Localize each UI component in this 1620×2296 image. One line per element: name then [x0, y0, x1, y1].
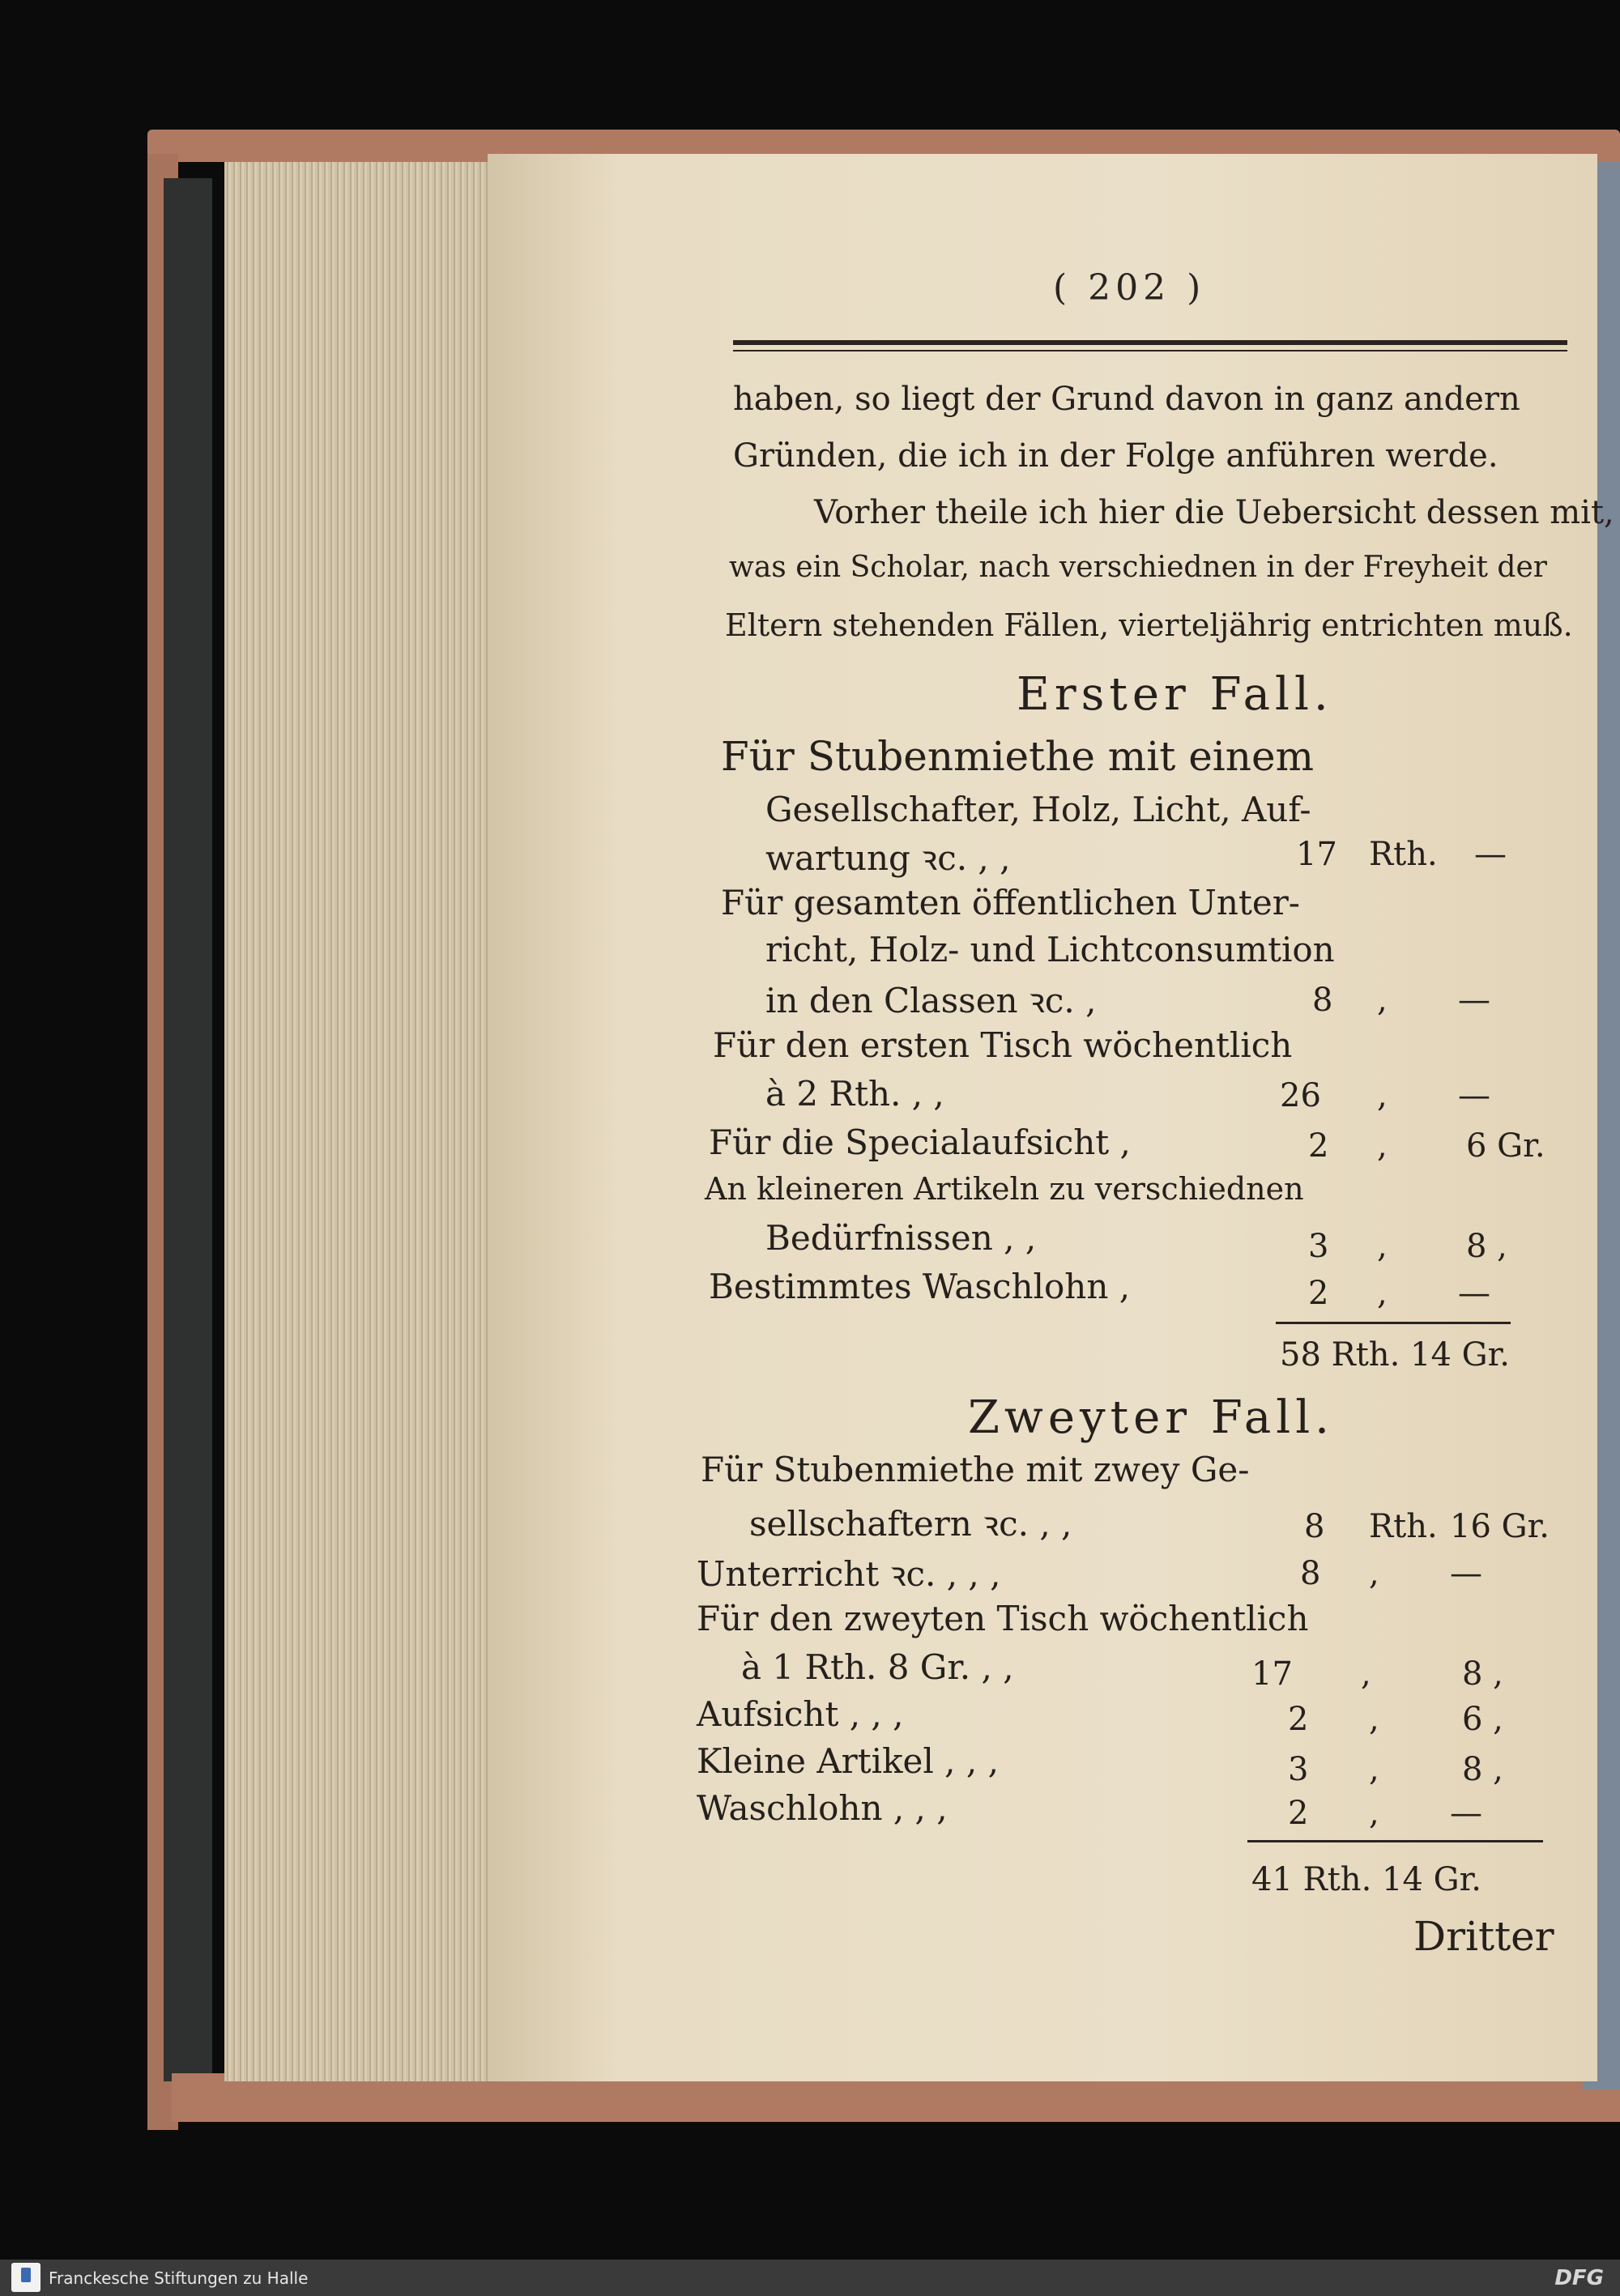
- entry-line: Für den ersten Tisch wöchentlich: [713, 1025, 1293, 1065]
- amount-groschen: 8 ,: [1462, 1655, 1503, 1693]
- entry-line: wartung ꝛc. , ,: [765, 838, 1011, 878]
- intro-line: Gründen, die ich in der Folge anführen werde.: [733, 437, 1498, 475]
- institution-name: Franckesche Stiftungen zu Halle: [49, 2268, 309, 2288]
- amount-unit: ,: [1377, 982, 1388, 1019]
- amount-groschen: 8 ,: [1462, 1751, 1503, 1788]
- amount-value: 26: [1280, 1077, 1321, 1114]
- amount-unit: ,: [1369, 1795, 1379, 1832]
- amount-groschen: —: [1474, 836, 1507, 873]
- entry-line: Aufsicht , , ,: [697, 1694, 904, 1734]
- header-rule: [733, 340, 1567, 345]
- entry-line: Kleine Artikel , , ,: [697, 1741, 999, 1781]
- amount-value: 17: [1251, 1655, 1293, 1693]
- amount-groschen: 6 Gr.: [1466, 1127, 1545, 1165]
- amount-value: 3: [1308, 1228, 1329, 1265]
- amount-value: 2: [1288, 1701, 1309, 1738]
- amount-groschen: —: [1458, 1275, 1490, 1312]
- header-rule-thin: [733, 350, 1567, 351]
- amount-groschen: —: [1458, 982, 1490, 1019]
- intro-line: Vorher theile ich hier die Uebersicht dessen mit,: [814, 494, 1614, 531]
- entry-line: in den Classen ꝛc. ,: [765, 981, 1097, 1020]
- entry-line: à 1 Rth. 8 Gr. , ,: [741, 1647, 1014, 1687]
- entry-line: Gesellschafter, Holz, Licht, Auf-: [765, 790, 1311, 829]
- amount-groschen: —: [1450, 1795, 1482, 1832]
- amount-unit: ,: [1369, 1555, 1379, 1592]
- intro-line: Eltern stehenden Fällen, vierteljährig entrichten muß.: [725, 607, 1573, 643]
- sum-rule: [1247, 1840, 1543, 1842]
- amount-value: 8: [1312, 982, 1333, 1019]
- amount-value: 8: [1300, 1555, 1321, 1592]
- entry-line: richt, Holz- und Lichtconsumtion: [765, 930, 1335, 969]
- entry-line: à 2 Rth. , ,: [765, 1074, 944, 1114]
- entry-line: Für die Specialaufsicht ,: [709, 1122, 1131, 1162]
- entry-line: An kleineren Artikeln zu verschiednen: [705, 1171, 1304, 1207]
- page-number: ( 202 ): [1053, 267, 1206, 309]
- amount-unit: ,: [1361, 1655, 1371, 1693]
- amount-groschen: 16 Gr.: [1450, 1508, 1550, 1545]
- amount-unit: ,: [1377, 1127, 1388, 1165]
- amount-value: 17: [1296, 836, 1337, 873]
- amount-value: 3: [1288, 1751, 1309, 1788]
- case-total: 58 Rth. 14 Gr.: [1280, 1336, 1511, 1374]
- sum-rule: [1276, 1322, 1511, 1324]
- case-heading: Erster Fall.: [1017, 668, 1333, 721]
- case-heading: Zweyter Fall.: [968, 1391, 1334, 1444]
- amount-unit: ,: [1369, 1701, 1379, 1738]
- amount-groschen: 6 ,: [1462, 1701, 1503, 1738]
- entry-line: Unterricht ꝛc. , , ,: [697, 1554, 1001, 1594]
- amount-unit: Rth.: [1369, 1508, 1438, 1545]
- case-total: 41 Rth. 14 Gr.: [1251, 1861, 1482, 1898]
- intro-line: was ein Scholar, nach verschiednen in der Freyheit der: [729, 551, 1547, 584]
- amount-unit: ,: [1369, 1751, 1379, 1788]
- amount-value: 2: [1288, 1795, 1309, 1832]
- entry-line: Bestimmtes Waschlohn ,: [709, 1267, 1131, 1306]
- amount-unit: ,: [1377, 1077, 1388, 1114]
- dfg-logo: DFG: [1554, 2266, 1604, 2290]
- amount-unit: ,: [1377, 1228, 1388, 1265]
- entry-line: Waschlohn , , ,: [697, 1788, 948, 1828]
- entry-line: Für den zweyten Tisch wöchentlich: [697, 1599, 1309, 1638]
- amount-groschen: —: [1450, 1555, 1482, 1592]
- amount-groschen: —: [1458, 1077, 1490, 1114]
- amount-groschen: 8 ,: [1466, 1228, 1507, 1265]
- book-cloth: [164, 178, 212, 2081]
- entry-line: sellschaftern ꝛc. , ,: [749, 1504, 1072, 1544]
- amount-value: 2: [1308, 1275, 1329, 1312]
- entry-line: Für Stubenmiethe mit einem: [721, 733, 1314, 780]
- institution-logo-icon: [11, 2263, 40, 2292]
- entry-line: Bedürfnissen , ,: [765, 1218, 1037, 1258]
- amount-unit: Rth.: [1369, 836, 1438, 873]
- entry-line: Für Stubenmiethe mit zwey Ge-: [701, 1450, 1250, 1489]
- intro-line: haben, so liegt der Grund davon in ganz andern: [733, 381, 1520, 418]
- amount-unit: ,: [1377, 1275, 1388, 1312]
- amount-value: 2: [1308, 1127, 1329, 1165]
- amount-value: 8: [1304, 1508, 1325, 1545]
- catchword: Dritter: [1413, 1913, 1554, 1960]
- entry-line: Für gesamten öffentlichen Unter-: [721, 883, 1300, 922]
